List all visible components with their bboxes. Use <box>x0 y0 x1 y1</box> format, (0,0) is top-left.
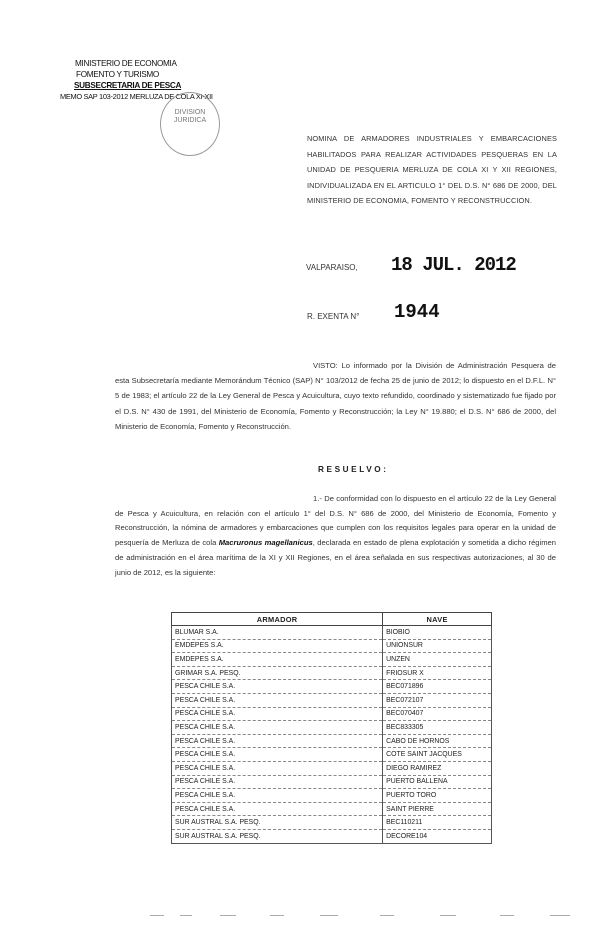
table-row <box>172 666 492 680</box>
table-header-row <box>172 613 492 626</box>
nave-cell: PUERTO TORO <box>383 789 492 803</box>
stamp-line-1: DIVISION <box>174 109 206 116</box>
table-row <box>172 761 492 775</box>
nave-cell: SAINT PIERRE <box>383 802 492 816</box>
armador-cell: PESCA CHILE S.A. <box>172 707 383 721</box>
ministry-subtitle: FOMENTO Y TURISMO <box>76 70 160 79</box>
armador-cell: PESCA CHILE S.A. <box>172 680 383 694</box>
table-row <box>172 789 492 803</box>
armador-cell: PESCA CHILE S.A. <box>172 802 383 816</box>
armador-cell: GRIMAR S.A. PESQ. <box>172 666 383 680</box>
nave-cell: PUERTO BALLENA <box>383 775 492 789</box>
nave-cell: UNIONSUR <box>383 639 492 653</box>
nave-cell: BEC070407 <box>383 707 492 721</box>
header-armador: ARMADOR <box>172 613 383 626</box>
table-row <box>172 775 492 789</box>
armador-cell: PESCA CHILE S.A. <box>172 693 383 707</box>
scan-mark <box>180 915 192 916</box>
scan-footer-marks <box>150 915 580 919</box>
table-row <box>172 721 492 735</box>
nave-cell: FRIOSUR X <box>383 666 492 680</box>
armador-cell: BLUMAR S.A. <box>172 626 383 640</box>
nave-cell: BEC110211 <box>383 816 492 830</box>
armador-cell: PESCA CHILE S.A. <box>172 721 383 735</box>
exenta-label: R. EXENTA N° <box>307 312 360 321</box>
armador-cell: PESCA CHILE S.A. <box>172 748 383 762</box>
table-row <box>172 816 492 830</box>
scan-mark <box>500 915 514 916</box>
nave-cell: DIEGO RAMIREZ <box>383 761 492 775</box>
armador-cell: PESCA CHILE S.A. <box>172 775 383 789</box>
division-stamp <box>160 92 220 156</box>
armador-cell: EMDEPES S.A. <box>172 639 383 653</box>
table-row <box>172 680 492 694</box>
armador-cell: SUR AUSTRAL S.A. PESQ. <box>172 829 383 843</box>
armador-cell: PESCA CHILE S.A. <box>172 734 383 748</box>
exenta-number: 1944 <box>394 301 440 323</box>
scan-mark <box>220 915 236 916</box>
place-label: VALPARAISO, <box>306 263 358 272</box>
scan-mark <box>320 915 338 916</box>
para-text-after: , declarada en estado de plena explotación y sometida a dicho régimen de administración en el área marítima de la XI y XII Regiones, en el área señalada en sus respectivas autorizaciones, al 30 de junio de 2012, es la siguiente: <box>115 538 556 577</box>
table-row <box>172 829 492 843</box>
armador-cell: SUR AUSTRAL S.A. PESQ. <box>172 816 383 830</box>
vessels-table <box>171 612 492 844</box>
armador-cell: EMDEPES S.A. <box>172 653 383 667</box>
table-row <box>172 802 492 816</box>
nave-cell: BEC071896 <box>383 680 492 694</box>
nave-cell: UNZEN <box>383 653 492 667</box>
memo-reference: MEMO SAP 103-2012 MERLUZA DE COLA XI-XII <box>60 92 213 101</box>
stamp-line-2: JURIDICA <box>173 117 207 124</box>
subsecretaria-name: SUBSECRETARIA DE PESCA <box>74 81 182 90</box>
table-row <box>172 707 492 721</box>
species-name: Macruronus magellanicus <box>218 538 313 548</box>
para-text-before: 1.- De conformidad con lo dispuesto en el artículo 22 de la Ley General de Pesca y Acuicultura, en relación con el artículo 1° del D.S. N° 686 de 2000, del Ministerio de Economía, Fomento y Reconstrucción, la nómina de armadores y embarcaciones que cumplen con los requisitos legales para operar en la unidad de pesquería de Merluza de cola <box>115 494 556 548</box>
letterhead <box>60 58 280 102</box>
armador-cell: PESCA CHILE S.A. <box>172 789 383 803</box>
nave-cell: BEC833305 <box>383 721 492 735</box>
nave-cell: COTE SAINT JACQUES <box>383 748 492 762</box>
armador-cell: PESCA CHILE S.A. <box>172 761 383 775</box>
nave-cell: BIOBIO <box>383 626 492 640</box>
scan-mark <box>440 915 456 916</box>
nave-cell: DECORE104 <box>383 829 492 843</box>
scan-mark <box>380 915 394 916</box>
nave-cell: BEC072107 <box>383 693 492 707</box>
ministry-name: MINISTERIO DE ECONOMIA <box>75 59 177 68</box>
header-nave: NAVE <box>383 613 492 626</box>
resolution-paragraph-1 <box>115 492 556 580</box>
document-title: NOMINA DE ARMADORES INDUSTRIALES Y EMBARCACIONES HABILITADOS PARA REALIZAR ACTIVIDADES PESQUERAS EN LA UNIDAD DE PESQUERIA MERLUZA DE COLA XI Y XII REGIONES, INDIVIDUALIZADA EN EL ARTICULO 1° DEL D.S. N° 686 DE 2000, DEL MINISTERIO DE ECONOMIA, FOMENTO Y RECONSTRUCCION. <box>307 134 557 205</box>
table-row <box>172 748 492 762</box>
table-row <box>172 693 492 707</box>
scan-mark <box>270 915 284 916</box>
resuelvo-heading: RESUELVO: <box>318 465 389 474</box>
table-row <box>172 653 492 667</box>
table-row <box>172 734 492 748</box>
scan-mark <box>550 915 570 916</box>
table-row <box>172 639 492 653</box>
date-stamp: 18 JUL. 2012 <box>391 254 516 276</box>
visto-paragraph: VISTO: Lo informado por la División de Administración Pesquera de esta Subsecretaría mediante Memorándum Técnico (SAP) N° 103/2012 de fecha 25 de junio de 2012; lo dispuesto en el D.F.L. N° 5 de 1983; el artículo 22 de la Ley General de Pesca y Acuicultura, cuyo texto refundido, coordinado y sistematizado fue fijado por el D.S. N° 430 de 1991, del Ministerio de Economía, Fomento y Reconstrucción; la Ley N° 19.880; el D.S. N° 686 de 2000, del Ministerio de Economía, Fomento y Reconstrucción. <box>115 361 556 431</box>
table-row <box>172 626 492 640</box>
scan-mark <box>150 915 164 916</box>
nave-cell: CABO DE HORNOS <box>383 734 492 748</box>
